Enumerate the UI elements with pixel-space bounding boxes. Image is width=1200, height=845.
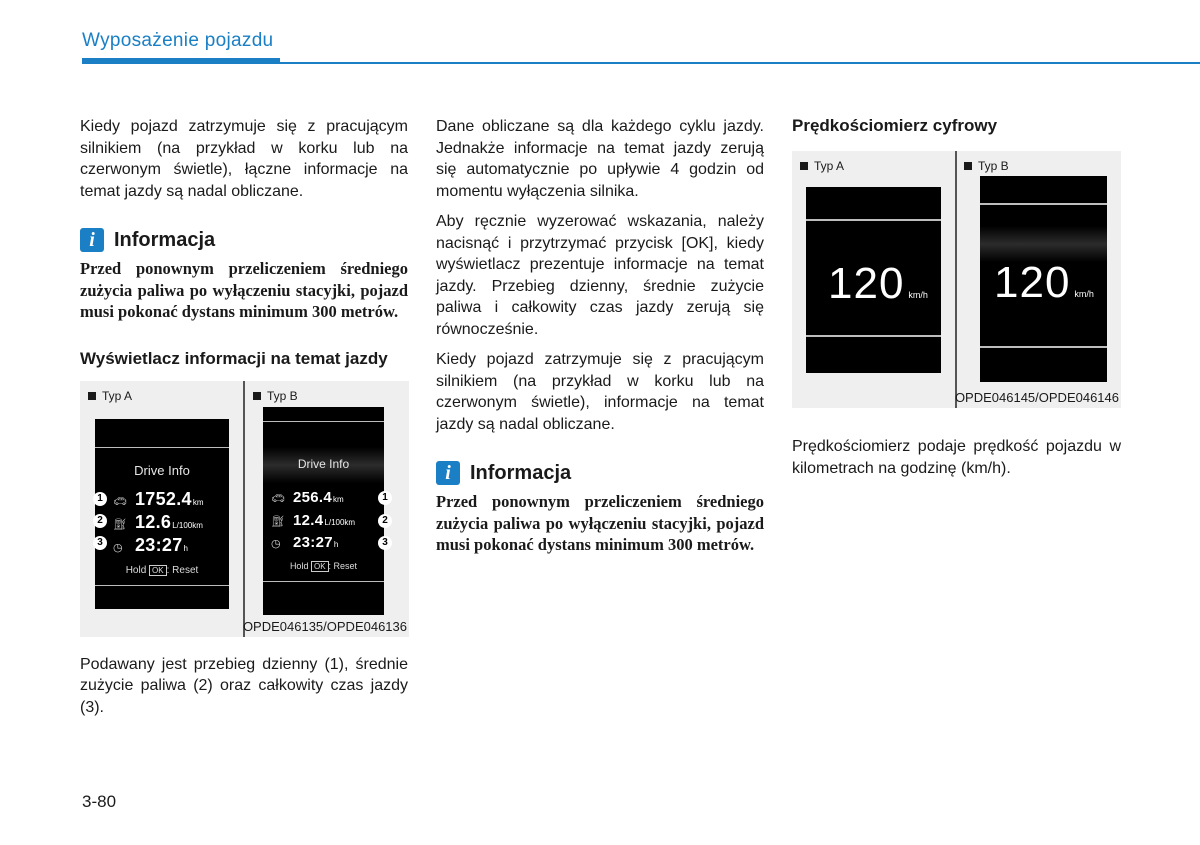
figure-divider bbox=[243, 381, 245, 637]
fuel-pump-icon: ⛽︎ bbox=[113, 518, 127, 531]
paragraph: Prędkościomierz podaje prędkość pojazdu w kilometrach na godzinę (km/h). bbox=[792, 438, 1121, 477]
drive-time-unit: h bbox=[333, 539, 339, 549]
ok-key-label: OK bbox=[311, 561, 329, 572]
drive-time-value: 23:27 bbox=[293, 533, 333, 551]
trip-distance-value: 1752.4 bbox=[135, 488, 192, 509]
info-text: Przed ponownym przeliczeniem średniego zużycia paliwa po wyłączeniu stacyjki, pojazd musi pokonać dystans minimum 300 metrów. bbox=[80, 259, 408, 321]
drive-time-unit: h bbox=[183, 543, 188, 553]
drive-time-row bbox=[113, 535, 188, 556]
info-title: Informacja bbox=[470, 461, 572, 484]
paragraph: Aby ręcznie wyzerować wskazania, należy nacisnąć i przytrzymać przycisk [OK], kiedy wyświetlacz prezentuje informacje na temat jazdy. Przebieg dzienny, średnie zużycie paliwa i całkowity czas jazdy zerują się równocześnie. bbox=[436, 213, 764, 338]
callout-2: 2 bbox=[378, 514, 392, 528]
divider-line bbox=[95, 447, 229, 449]
drive-info-figure bbox=[80, 381, 409, 637]
figure-divider bbox=[955, 151, 957, 408]
callout-1: 1 bbox=[378, 491, 392, 505]
drive-time-row bbox=[271, 534, 338, 551]
info-heading bbox=[80, 228, 408, 252]
typ-a-label: Typ A bbox=[88, 389, 132, 403]
fuel-consumption-unit: L/100km bbox=[172, 520, 203, 530]
divider-line bbox=[806, 335, 941, 337]
drive-info-title: Drive Info bbox=[297, 456, 350, 471]
divider-line bbox=[980, 346, 1107, 348]
speed-unit: km/h bbox=[908, 290, 928, 300]
hold-reset-hint: Hold OK : Reset bbox=[289, 560, 358, 571]
speed-value: 120 bbox=[994, 258, 1071, 307]
speed-readout bbox=[994, 258, 1094, 308]
fuel-consumption-row bbox=[271, 512, 355, 529]
header-rule bbox=[82, 58, 280, 64]
divider-line bbox=[806, 219, 941, 221]
callout-2: 2 bbox=[93, 514, 107, 528]
drive-info-screen-a bbox=[95, 419, 229, 609]
typ-b-label: Typ B bbox=[253, 389, 298, 403]
info-title: Informacja bbox=[114, 228, 216, 251]
square-bullet-icon bbox=[800, 162, 808, 170]
divider-line bbox=[263, 421, 384, 423]
divider-line bbox=[263, 581, 384, 583]
fuel-pump-icon: ⛽︎ bbox=[271, 515, 285, 528]
car-icon: 🚗︎ bbox=[113, 495, 127, 508]
trip-distance-row bbox=[113, 489, 204, 510]
figure-caption: OPDE046135/OPDE046136 bbox=[242, 618, 407, 634]
drive-info-title: Drive Info bbox=[134, 462, 190, 478]
fuel-consumption-row bbox=[113, 512, 203, 533]
hold-reset-hint: Hold OK : Reset bbox=[125, 564, 199, 576]
paragraph: Kiedy pojazd zatrzymuje się z pracującym silnikiem (na przykład w korku lub na czerwonym świetle), informacje na temat jazdy są nadal obliczane. bbox=[436, 351, 764, 433]
section-title-drive-info: Wyświetlacz informacji na temat jazdy bbox=[80, 348, 388, 368]
clock-icon: ◷ bbox=[113, 541, 123, 554]
info-heading bbox=[436, 461, 764, 485]
trip-distance-value: 256.4 bbox=[293, 488, 333, 506]
callout-3: 3 bbox=[93, 536, 107, 550]
fuel-consumption-value: 12.4 bbox=[293, 511, 324, 529]
square-bullet-icon bbox=[964, 162, 972, 170]
drive-info-screen-b bbox=[263, 407, 384, 615]
screen-glow bbox=[980, 226, 1107, 262]
fuel-consumption-unit: L/100km bbox=[324, 517, 356, 527]
drive-time-value: 23:27 bbox=[135, 534, 183, 555]
trip-distance-unit: km bbox=[192, 497, 204, 507]
fuel-consumption-value: 12.6 bbox=[135, 511, 172, 532]
speed-unit: km/h bbox=[1074, 289, 1094, 299]
speed-readout bbox=[828, 259, 928, 309]
clock-icon: ◷ bbox=[271, 537, 281, 550]
figure-caption: OPDE046145/OPDE046146 bbox=[954, 390, 1119, 405]
column-1 bbox=[80, 116, 408, 718]
divider-line bbox=[980, 203, 1107, 205]
typ-a-label: Typ A bbox=[800, 159, 844, 173]
header-rule-thin bbox=[280, 62, 1200, 64]
paragraph: Kiedy pojazd zatrzymuje się z pracującym silnikiem (na przykład w korku lub na czerwonym świetle), łączne informacje na temat jazdy są nadal obliczane. bbox=[80, 118, 408, 200]
info-text: Przed ponownym przeliczeniem średniego zużycia paliwa po wyłączeniu stacyjki, pojazd musi pokonać dystans minimum 300 metrów. bbox=[436, 492, 764, 554]
page-header-title: Wyposażenie pojazdu bbox=[82, 30, 274, 51]
square-bullet-icon bbox=[253, 392, 261, 400]
callout-1: 1 bbox=[93, 492, 107, 506]
info-icon: i bbox=[80, 228, 104, 252]
divider-line bbox=[95, 585, 229, 587]
paragraph: Dane obliczane są dla każdego cyklu jazdy. Jednakże informacje na temat jazdy zerują się automatycznie po upływie 4 godzin od momentu wyłączenia silnika. bbox=[436, 118, 764, 200]
square-bullet-icon bbox=[88, 392, 96, 400]
speedometer-figure bbox=[792, 151, 1121, 408]
section-title-digital-speedometer: Prędkościomierz cyfrowy bbox=[792, 116, 998, 135]
column-3 bbox=[792, 116, 1121, 479]
callout-3: 3 bbox=[378, 536, 392, 550]
info-icon: i bbox=[436, 461, 460, 485]
speed-screen-a bbox=[806, 187, 941, 373]
page-number: 3-80 bbox=[82, 792, 117, 811]
ok-key-label: OK bbox=[149, 565, 167, 576]
speed-screen-b bbox=[980, 176, 1107, 382]
trip-distance-unit: km bbox=[333, 494, 344, 504]
trip-distance-row bbox=[271, 489, 344, 506]
speed-value: 120 bbox=[828, 259, 905, 308]
paragraph: Podawany jest przebieg dzienny (1), średnie zużycie paliwa (2) oraz całkowity czas jazdy (3). bbox=[80, 655, 408, 716]
typ-b-label: Typ B bbox=[964, 159, 1009, 173]
column-2 bbox=[436, 116, 764, 556]
car-icon: 🚗︎ bbox=[271, 492, 285, 505]
